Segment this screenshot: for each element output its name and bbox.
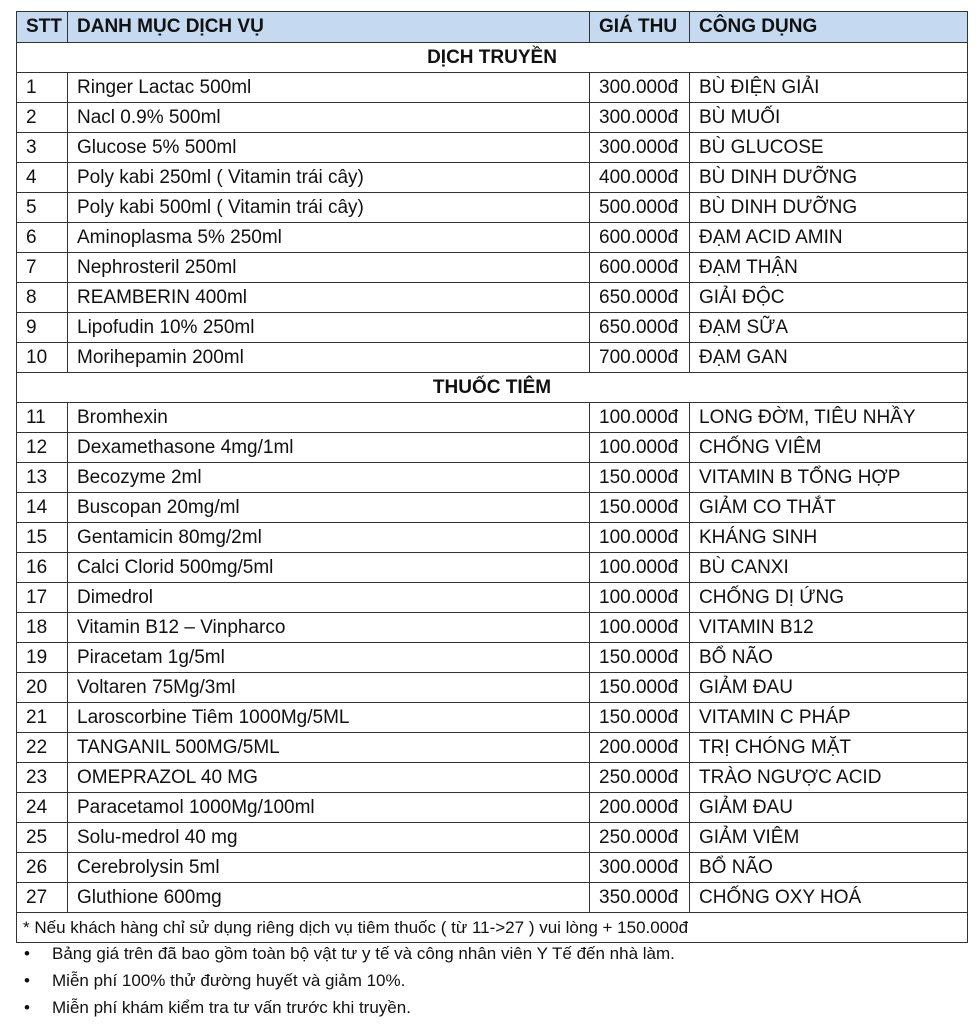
- cell-service: Ringer Lactac 500ml: [68, 73, 590, 103]
- table-row: [17, 523, 968, 553]
- cell-service: Vitamin B12 – Vinpharco: [68, 613, 590, 643]
- cell-service: Dimedrol: [68, 583, 590, 613]
- cell-stt: 8: [17, 283, 68, 313]
- notes-list: [22, 940, 675, 1021]
- cell-stt: 26: [17, 853, 68, 883]
- table-row: [17, 553, 968, 583]
- cell-stt: 5: [17, 193, 68, 223]
- cell-price: 150.000đ: [590, 463, 690, 493]
- cell-price: 300.000đ: [590, 73, 690, 103]
- list-item: [22, 994, 675, 1021]
- list-item-text: Bảng giá trên đã bao gồm toàn bộ vật tư y tế và công nhân viên Y Tế đến nhà làm.: [52, 944, 675, 963]
- cell-service: TANGANIL 500MG/5ML: [68, 733, 590, 763]
- table-row: [17, 343, 968, 373]
- cell-use: CHỐNG DỊ ỨNG: [690, 583, 968, 613]
- cell-price: 150.000đ: [590, 703, 690, 733]
- header-stt: STT: [17, 12, 68, 43]
- cell-service: Aminoplasma 5% 250ml: [68, 223, 590, 253]
- cell-stt: 25: [17, 823, 68, 853]
- section-title: DỊCH TRUYỀN: [17, 43, 968, 73]
- table-body: [17, 43, 968, 913]
- cell-service: Poly kabi 500ml ( Vitamin trái cây): [68, 193, 590, 223]
- table-row: [17, 313, 968, 343]
- table-row: [17, 763, 968, 793]
- table-row: [17, 103, 968, 133]
- note-row: [17, 913, 968, 943]
- cell-price: 100.000đ: [590, 613, 690, 643]
- header-use: CÔNG DỤNG: [690, 12, 968, 43]
- cell-stt: 3: [17, 133, 68, 163]
- cell-price: 300.000đ: [590, 133, 690, 163]
- cell-price: 100.000đ: [590, 403, 690, 433]
- cell-use: BỔ NÃO: [690, 643, 968, 673]
- cell-service: Poly kabi 250ml ( Vitamin trái cây): [68, 163, 590, 193]
- cell-use: ĐẠM SỮA: [690, 313, 968, 343]
- cell-price: 100.000đ: [590, 583, 690, 613]
- table-row: [17, 793, 968, 823]
- cell-price: 150.000đ: [590, 673, 690, 703]
- cell-service: Dexamethasone 4mg/1ml: [68, 433, 590, 463]
- table-row: [17, 643, 968, 673]
- table-row: [17, 433, 968, 463]
- cell-price: 250.000đ: [590, 763, 690, 793]
- cell-use: KHÁNG SINH: [690, 523, 968, 553]
- cell-price: 100.000đ: [590, 553, 690, 583]
- table-row: [17, 403, 968, 433]
- cell-service: Nacl 0.9% 500ml: [68, 103, 590, 133]
- table-row: [17, 283, 968, 313]
- cell-use: TRỊ CHÓNG MẶT: [690, 733, 968, 763]
- cell-price: 600.000đ: [590, 253, 690, 283]
- cell-use: ĐẠM GAN: [690, 343, 968, 373]
- cell-stt: 14: [17, 493, 68, 523]
- cell-stt: 21: [17, 703, 68, 733]
- cell-use: BÙ CANXI: [690, 553, 968, 583]
- cell-price: 650.000đ: [590, 283, 690, 313]
- table-row: [17, 493, 968, 523]
- cell-use: BÙ GLUCOSE: [690, 133, 968, 163]
- cell-service: OMEPRAZOL 40 MG: [68, 763, 590, 793]
- cell-use: BỔ NÃO: [690, 853, 968, 883]
- list-item-text: Miễn phí 100% thử đường huyết và giảm 10%.: [52, 971, 406, 990]
- table-row: [17, 133, 968, 163]
- bullet-icon: •: [24, 971, 30, 990]
- cell-service: Lipofudin 10% 250ml: [68, 313, 590, 343]
- table-row: [17, 223, 968, 253]
- surcharge-note: * Nếu khách hàng chỉ sử dụng riêng dịch vụ tiêm thuốc ( từ 11->27 ) vui lòng + 150.000đ: [17, 913, 968, 943]
- table-row: [17, 73, 968, 103]
- cell-stt: 23: [17, 763, 68, 793]
- cell-stt: 18: [17, 613, 68, 643]
- cell-use: VITAMIN B TỔNG HỢP: [690, 463, 968, 493]
- cell-price: 200.000đ: [590, 733, 690, 763]
- cell-stt: 19: [17, 643, 68, 673]
- cell-service: Calci Clorid 500mg/5ml: [68, 553, 590, 583]
- cell-service: Paracetamol 1000Mg/100ml: [68, 793, 590, 823]
- table-row: [17, 733, 968, 763]
- cell-service: Laroscorbine Tiêm 1000Mg/5ML: [68, 703, 590, 733]
- cell-use: GIẢM VIÊM: [690, 823, 968, 853]
- table-row: [17, 673, 968, 703]
- table-row: [17, 613, 968, 643]
- table-row: [17, 853, 968, 883]
- section-row: [17, 373, 968, 403]
- price-table: [16, 11, 968, 943]
- cell-price: 500.000đ: [590, 193, 690, 223]
- table-row: [17, 583, 968, 613]
- cell-use: ĐẠM ACID AMIN: [690, 223, 968, 253]
- cell-use: GIẢM CO THẮT: [690, 493, 968, 523]
- section-title: THUỐC TIÊM: [17, 373, 968, 403]
- cell-service: Cerebrolysin 5ml: [68, 853, 590, 883]
- cell-use: TRÀO NGƯỢC ACID: [690, 763, 968, 793]
- cell-service: Gentamicin 80mg/2ml: [68, 523, 590, 553]
- cell-use: BÙ DINH DƯỠNG: [690, 193, 968, 223]
- cell-stt: 17: [17, 583, 68, 613]
- table-row: [17, 703, 968, 733]
- cell-use: GIẢM ĐAU: [690, 793, 968, 823]
- cell-price: 150.000đ: [590, 493, 690, 523]
- cell-stt: 24: [17, 793, 68, 823]
- cell-service: Glucose 5% 500ml: [68, 133, 590, 163]
- cell-service: Piracetam 1g/5ml: [68, 643, 590, 673]
- cell-stt: 1: [17, 73, 68, 103]
- cell-stt: 9: [17, 313, 68, 343]
- cell-price: 300.000đ: [590, 103, 690, 133]
- cell-price: 600.000đ: [590, 223, 690, 253]
- cell-service: Becozyme 2ml: [68, 463, 590, 493]
- cell-stt: 4: [17, 163, 68, 193]
- cell-use: BÙ DINH DƯỠNG: [690, 163, 968, 193]
- cell-service: Morihepamin 200ml: [68, 343, 590, 373]
- table-row: [17, 883, 968, 913]
- cell-use: LONG ĐỜM, TIÊU NHẦY: [690, 403, 968, 433]
- cell-stt: 20: [17, 673, 68, 703]
- cell-service: Buscopan 20mg/ml: [68, 493, 590, 523]
- cell-stt: 15: [17, 523, 68, 553]
- cell-stt: 10: [17, 343, 68, 373]
- list-item: [22, 967, 675, 994]
- cell-stt: 12: [17, 433, 68, 463]
- cell-service: Gluthione 600mg: [68, 883, 590, 913]
- cell-stt: 22: [17, 733, 68, 763]
- bullet-icon: •: [24, 998, 30, 1017]
- cell-use: VITAMIN B12: [690, 613, 968, 643]
- cell-stt: 7: [17, 253, 68, 283]
- cell-service: Voltaren 75Mg/3ml: [68, 673, 590, 703]
- cell-price: 250.000đ: [590, 823, 690, 853]
- table-row: [17, 823, 968, 853]
- list-item: [22, 940, 675, 967]
- cell-use: GIẢI ĐỘC: [690, 283, 968, 313]
- cell-service: Solu-medrol 40 mg: [68, 823, 590, 853]
- cell-stt: 27: [17, 883, 68, 913]
- table-row: [17, 253, 968, 283]
- cell-price: 400.000đ: [590, 163, 690, 193]
- header-service: DANH MỤC DỊCH VỤ: [68, 12, 590, 43]
- cell-service: Bromhexin: [68, 403, 590, 433]
- cell-price: 700.000đ: [590, 343, 690, 373]
- cell-price: 150.000đ: [590, 643, 690, 673]
- cell-use: BÙ ĐIỆN GIẢI: [690, 73, 968, 103]
- table-row: [17, 463, 968, 493]
- cell-price: 650.000đ: [590, 313, 690, 343]
- cell-use: VITAMIN C PHÁP: [690, 703, 968, 733]
- list-item-text: Miễn phí khám kiểm tra tư vấn trước khi truyền.: [52, 998, 411, 1017]
- header-price: GIÁ THU: [590, 12, 690, 43]
- cell-use: BÙ MUỐI: [690, 103, 968, 133]
- cell-stt: 6: [17, 223, 68, 253]
- bullet-icon: •: [24, 944, 30, 963]
- cell-stt: 11: [17, 403, 68, 433]
- cell-stt: 2: [17, 103, 68, 133]
- table-row: [17, 193, 968, 223]
- cell-price: 350.000đ: [590, 883, 690, 913]
- table-row: [17, 163, 968, 193]
- cell-price: 100.000đ: [590, 523, 690, 553]
- cell-price: 300.000đ: [590, 853, 690, 883]
- cell-service: Nephrosteril 250ml: [68, 253, 590, 283]
- cell-use: ĐẠM THẬN: [690, 253, 968, 283]
- table-header-row: [17, 12, 968, 43]
- cell-stt: 13: [17, 463, 68, 493]
- cell-stt: 16: [17, 553, 68, 583]
- cell-price: 100.000đ: [590, 433, 690, 463]
- cell-use: CHỐNG OXY HOÁ: [690, 883, 968, 913]
- cell-service: REAMBERIN 400ml: [68, 283, 590, 313]
- section-row: [17, 43, 968, 73]
- cell-use: GIẢM ĐAU: [690, 673, 968, 703]
- cell-price: 200.000đ: [590, 793, 690, 823]
- cell-use: CHỐNG VIÊM: [690, 433, 968, 463]
